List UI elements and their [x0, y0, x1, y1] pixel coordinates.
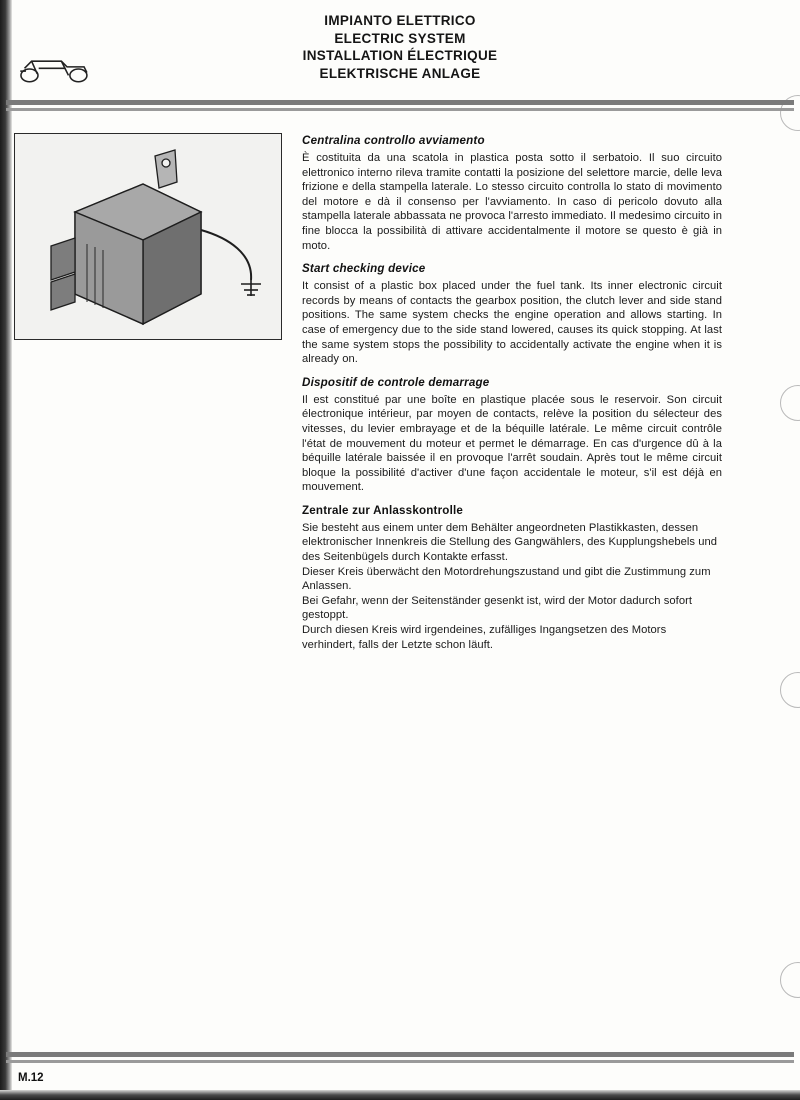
section-body-german	[302, 521, 722, 652]
text-column	[302, 134, 722, 661]
header-rule-thick	[6, 100, 794, 105]
section-french	[302, 376, 722, 495]
section-body-italian: È costituita da una scatola in plastica posta sotto il serbatoio. Il suo circuito elettronico interno rileva tramite contatti la posizione del selettore marcie, delle leva frizione e della stampella laterale. Lo stesso circuito controlla lo stato di movimento del motore e dà il consenso per l'avviamento. In caso di pericolo dovuto alla stampella laterale abbassata ne provoca l'arresto immediato. Il medesimo circuito in fine blocca la possibilità di attivare accidentalmente il motore se questo è già in moto.	[302, 152, 722, 252]
figure-starter-control-unit	[14, 133, 282, 340]
footer-rule-thin	[6, 1060, 794, 1063]
header-line-it: IMPIANTO ELETTRICO	[324, 13, 476, 28]
control-unit-drawing	[15, 134, 281, 339]
header-line-de: ELEKTRISCHE ANLAGE	[319, 65, 481, 81]
german-paragraph: Sie besteht aus einem unter dem Behälter angeordneten Plastikkasten, dessen elektronischer Innenkreis die Stellung des Gangwählers, des Kupplungshebels und des Seitenbügels durch Kontakte erfasst.	[302, 521, 718, 564]
section-english	[302, 262, 722, 367]
binder-hole	[780, 672, 800, 708]
footer-rule-thick	[6, 1052, 794, 1057]
section-title-german: Zentrale zur Anlasskontrolle	[302, 503, 464, 517]
page-header	[0, 12, 800, 82]
header-line-en: ELECTRIC SYSTEM	[334, 30, 466, 46]
german-paragraph: Durch diesen Kreis wird irgendeines, zufälliges Ingangsetzen des Motors verhindert, falls der Letzte schon läuft.	[302, 624, 667, 651]
binder-hole	[780, 962, 800, 998]
german-paragraph: Bei Gefahr, wenn der Seitenständer gesenkt ist, wird der Motor dadurch sofort gestoppt.	[302, 594, 693, 622]
scan-edge-left	[0, 0, 12, 1100]
section-title-french: Dispositif de controle demarrage	[302, 375, 490, 389]
binder-hole	[780, 385, 800, 421]
scan-edge-bottom	[0, 1090, 800, 1100]
header-line-fr: INSTALLATION ÉLECTRIQUE	[302, 48, 498, 63]
german-paragraph: Dieser Kreis überwächt den Motordrehungszustand und gibt die Zustimmung zum Anlassen.	[302, 565, 711, 593]
section-body-english: It consist of a plastic box placed under the fuel tank. Its inner electronic circuit records by means of contacts the gearbox position, the clutch lever and side stand positions. The same system checks the engine operation and allows starting. In case of emergency due to the side stand lowered, causes its quick stopping. At last the same system stops the possibility to accidentally activate the engine when it is already on.	[302, 280, 722, 366]
page-number: M.12	[18, 1072, 44, 1084]
section-title-english: Start checking device	[302, 262, 426, 276]
section-body-french: Il est constitué par une boîte en plastique placée sous le reservoir. Son circuit électronique intérieur, par moyen de contacts, relève la position du sélecteur des vitesses, du levier embrayage et de la béquille latérale. Le même circuit contrôle l'état de mouvement du moteur et permet le démarrage. En cas d'urgence dû à la béquille latérale baissée il en provoque l'arrêt soudain. Après tout le même circuit bloque la possibilité d'activer d'une façon accidentale le moteur, s'il est déjà en mouvement.	[302, 393, 722, 494]
section-title-italian: Centralina controllo avviamento	[302, 134, 485, 147]
header-rule-thin	[6, 108, 794, 111]
section-italian	[302, 134, 722, 253]
section-german	[302, 504, 722, 652]
